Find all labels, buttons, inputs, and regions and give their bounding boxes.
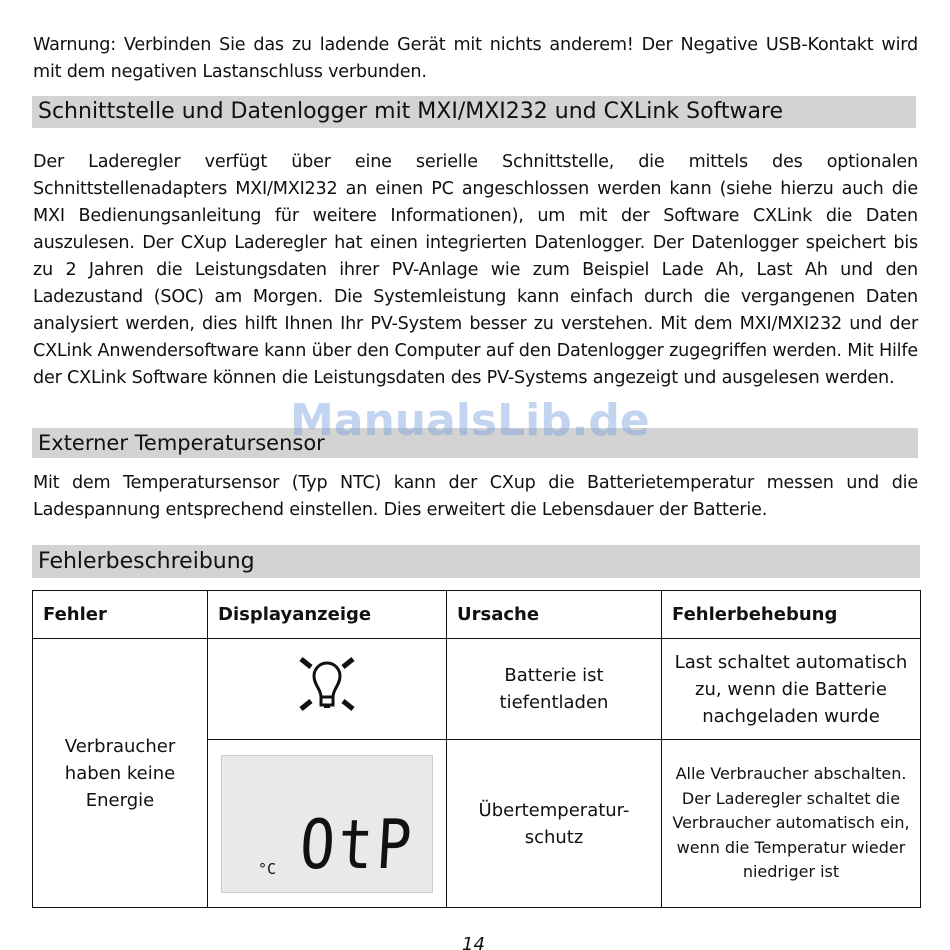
- lcd-display: [208, 740, 447, 908]
- bulb-flashing-icon: [208, 639, 447, 740]
- header-cause: Ursache: [447, 591, 662, 639]
- header-fehler: Fehler: [33, 591, 208, 639]
- header-fix: Fehlerbehebung: [662, 591, 921, 639]
- error-table: [32, 590, 921, 908]
- lcd-text: OtP: [297, 805, 417, 885]
- temp-sensor-paragraph: Mit dem Temperatursensor (Typ NTC) kann der CXup die Batterietemperatur messen und die Ladespannung entsprechend einstellen. Dies erweitert die Lebensdauer der Batterie.: [33, 473, 918, 520]
- page-number: 14: [462, 934, 485, 950]
- section-heading-errors: Fehlerbeschreibung: [32, 545, 920, 578]
- interface-paragraph: Der Laderegler verfügt über eine serielle Schnittstelle, die mittels des optionalen Schnittstellenadapters MXI/MXI232 an einen PC angeschlossen werden kann (siehe hierzu auch die MXI Bedienungsanleitung für weitere Informationen), um mit der Software CXLink die Daten auszulesen. Der CXup Laderegler hat einen integrierten Datenlogger. Der Datenlogger speichert bis zu 2 Jahren die Leistungsdaten ihrer PV-Anlage wie zum Beispiel Lade Ah, Last Ah und den Ladezustand (SOC) am Morgen. Die Systemleistung kann einfach durch die vergangenen Daten analysiert werden, dies hilft Ihnen Ihr PV-System besser zu verstehen. Mit dem MXI/MXI232 und der CXLink Anwendersoftware kann über den Computer auf den Datenlogger zugegriffen werden. Mit Hilfe der CXLink Software können die Leistungsdaten des PV-Systems angezeigt und ausgelesen werden.: [33, 152, 918, 388]
- cause-cell: Batterie ist tiefentladen: [447, 639, 662, 740]
- fault-cell: Verbraucher haben keine Energie: [33, 639, 208, 908]
- table-row: [33, 639, 921, 740]
- cause-cell: Übertemperatur-schutz: [447, 740, 662, 908]
- fix-cell: Last schaltet automatisch zu, wenn die Batterie nachgeladen wurde: [662, 639, 921, 740]
- warning-text: Warnung: Verbinden Sie das zu ladende Gerät mit nichts anderem! Der Negative USB-Kontakt wird mit dem negativen Lastanschluss verbunden.: [33, 35, 918, 82]
- fix-cell: Alle Verbraucher abschalten. Der Laderegler schaltet die Verbraucher automatisch ein, wenn die Temperatur wieder niedriger ist: [662, 740, 921, 908]
- lcd-unit: °C: [258, 859, 277, 878]
- section-heading-interface: Schnittstelle und Datenlogger mit MXI/MXI232 und CXLink Software: [32, 96, 916, 128]
- header-display: Displayanzeige: [208, 591, 447, 639]
- section-heading-temp-sensor: Externer Temperatursensor: [32, 428, 918, 458]
- table-header-row: [33, 591, 921, 639]
- watermark: ManualsLib.de: [290, 395, 650, 446]
